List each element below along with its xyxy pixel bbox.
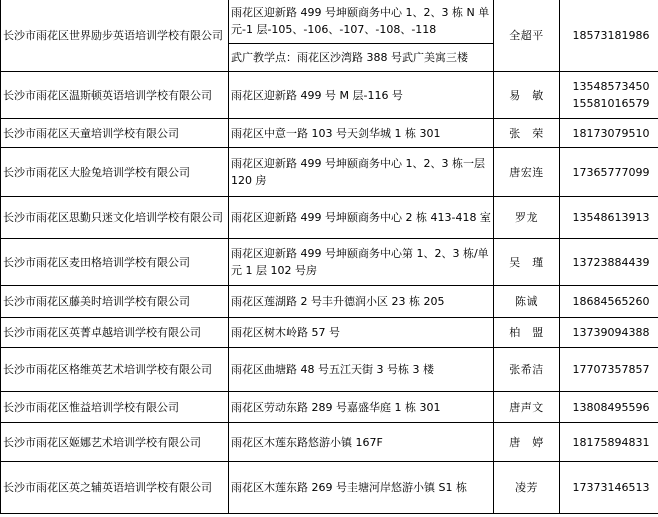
school-name-cell <box>1 72 229 119</box>
contact-person-cell: 柏 盟 <box>494 318 560 348</box>
phone-cell: 13723884439 <box>560 239 658 286</box>
table-row <box>1 119 658 148</box>
table-row <box>1 462 658 514</box>
table-row <box>1 392 658 423</box>
contact-person-cell: 凌芳 <box>494 462 560 514</box>
phone-cell: 17373146513 <box>560 462 658 514</box>
school-name-cell <box>1 462 229 514</box>
contact-person-cell: 张 荣 <box>494 119 560 148</box>
table-row <box>1 72 658 119</box>
contact-person-cell: 唐宏连 <box>494 148 560 197</box>
table-row <box>1 423 658 462</box>
school-name-cell <box>1 348 229 392</box>
school-name-cell <box>1 318 229 348</box>
contact-person-cell: 唐 婷 <box>494 423 560 462</box>
school-name: 长沙市雨花区大脸兔培训学校有限公司 <box>3 165 190 179</box>
school-name: 长沙市雨花区温斯顿英语培训学校有限公司 <box>3 88 212 102</box>
school-name-cell <box>1 0 229 72</box>
phone-cell: 17365777099 <box>560 148 658 197</box>
school-name: 长沙市雨花区英菁卓越培训学校有限公司 <box>3 326 201 339</box>
school-name: 长沙市雨花区思勤只迷文化培训学校有限公司 <box>3 211 223 224</box>
school-name: 长沙市雨花区英之辅英语培训学校有限公司 <box>3 481 212 494</box>
address-cell: 雨花区树木岭路 57 号 <box>229 318 494 348</box>
table-row <box>1 148 658 197</box>
contact-person-cell: 张希洁 <box>494 348 560 392</box>
address-cell: 雨花区迎新路 499 号坤颐商务中心 1、2、3 栋一层 120 房 <box>229 148 494 197</box>
school-name-cell <box>1 148 229 197</box>
school-name: 长沙市雨花区惟益培训学校有限公司 <box>3 400 179 414</box>
contact-person-cell: 陈诚 <box>494 286 560 318</box>
address-cell: 雨花区曲塘路 48 号五江天街 3 号栋 3 楼 <box>229 348 494 392</box>
school-name: 长沙市雨花区姬娜艺术培训学校有限公司 <box>3 435 201 449</box>
phone-cell: 17707357857 <box>560 348 658 392</box>
table-row <box>1 286 658 318</box>
table-row <box>1 348 658 392</box>
phone-cell: 13548613913 <box>560 197 658 239</box>
address-cell: 雨花区迎新路 499 号坤颐商务中心第 1、2、3 栋/单元 1 层 102 号房 <box>229 239 494 286</box>
address-main: 雨花区迎新路 499 号坤颐商务中心 1、2、3 栋 N 单元-1 层-105、-106、-107、-108、-118 <box>229 2 493 44</box>
school-name: 长沙市雨花区世界励步英语培训学校有限公司 <box>3 29 223 42</box>
address-cell: 雨花区木莲东路 269 号圭塘河岸悠游小镇 S1 栋 <box>229 462 494 514</box>
school-name-cell <box>1 286 229 318</box>
address-branch: 武广教学点：雨花区沙湾路 388 号武广美寓三楼 <box>231 51 468 64</box>
phone-number-secondary: 15581016579 <box>572 97 650 110</box>
phone-cell: 18573181986 <box>560 0 658 72</box>
contact-person-cell: 唐声文 <box>494 392 560 423</box>
contact-person-cell: 全超平 <box>494 0 560 72</box>
phone-number: 13548573450 <box>572 80 650 93</box>
contact-person-cell: 易 敏 <box>494 72 560 119</box>
address-cell <box>229 0 494 72</box>
phone-cell: 18173079510 <box>560 119 658 148</box>
phone-cell: 18684565260 <box>560 286 658 318</box>
contact-person-cell: 吴 瑾 <box>494 239 560 286</box>
phone-cell <box>560 72 658 119</box>
school-name-cell <box>1 119 229 148</box>
school-name-cell <box>1 197 229 239</box>
table-row <box>1 239 658 286</box>
phone-cell: 13808495596 <box>560 392 658 423</box>
address-cell: 雨花区迎新路 499 号坤颐商务中心 2 栋 413-418 室 <box>229 197 494 239</box>
address-cell: 雨花区劳动东路 289 号嘉盛华庭 1 栋 301 <box>229 392 494 423</box>
school-name-cell <box>1 239 229 286</box>
school-name-cell <box>1 392 229 423</box>
table-row <box>1 197 658 239</box>
school-name: 长沙市雨花区藤美时培训学校有限公司 <box>3 295 190 308</box>
contact-person-cell: 罗龙 <box>494 197 560 239</box>
school-name: 长沙市雨花区格维英艺术培训学校有限公司 <box>3 363 212 376</box>
table-row <box>1 0 658 72</box>
address-cell: 雨花区中意一路 103 号天剑华城 1 栋 301 <box>229 119 494 148</box>
phone-cell: 18175894831 <box>560 423 658 462</box>
table-row <box>1 318 658 348</box>
school-name: 长沙市雨花区天童培训学校有限公司 <box>3 126 179 140</box>
address-cell: 雨花区迎新路 499 号 M 层-116 号 <box>229 72 494 119</box>
school-name-cell <box>1 423 229 462</box>
phone-cell: 13739094388 <box>560 318 658 348</box>
school-name: 长沙市雨花区麦田格培训学校有限公司 <box>3 255 190 269</box>
address-cell: 雨花区莲湖路 2 号丰升德润小区 23 栋 205 <box>229 286 494 318</box>
address-cell: 雨花区木莲东路悠游小镇 167F <box>229 423 494 462</box>
